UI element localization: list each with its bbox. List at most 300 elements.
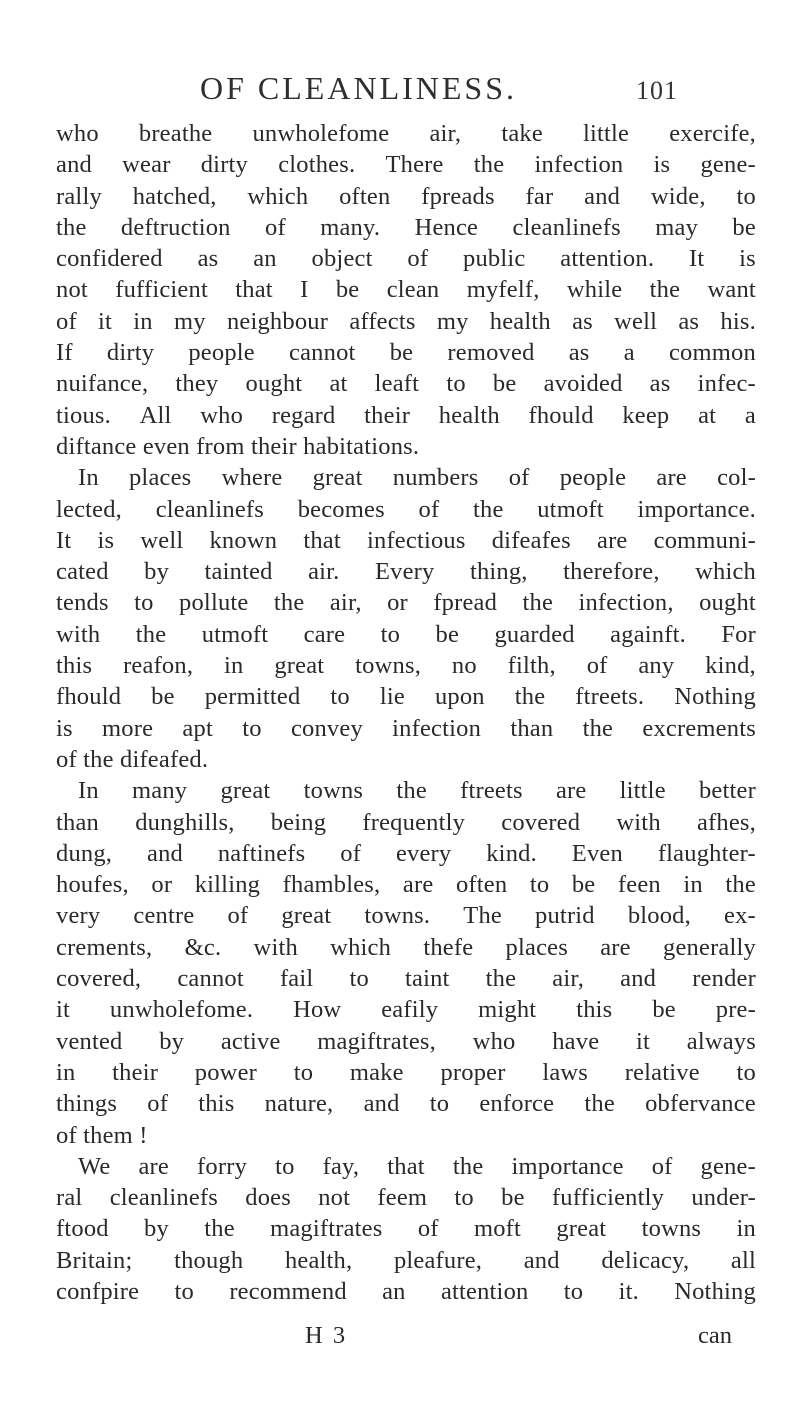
word: to bbox=[446, 370, 466, 398]
word: or bbox=[387, 589, 408, 617]
word: of bbox=[508, 464, 530, 492]
word: dirty bbox=[200, 151, 249, 179]
word: which bbox=[247, 182, 309, 210]
word: with bbox=[56, 620, 101, 648]
word: feem bbox=[377, 1184, 428, 1212]
word: the bbox=[135, 620, 167, 648]
word: as bbox=[678, 307, 700, 335]
word: confpire bbox=[56, 1277, 140, 1305]
word: to bbox=[736, 1058, 756, 1086]
word: to bbox=[563, 1277, 584, 1305]
word: confidered bbox=[56, 245, 163, 273]
word: ftood bbox=[56, 1215, 109, 1243]
word: ftreets. bbox=[575, 683, 645, 711]
word: often bbox=[455, 871, 508, 899]
word: great bbox=[556, 1215, 607, 1243]
word: rally bbox=[56, 182, 102, 210]
word: have bbox=[552, 1027, 600, 1055]
text-line bbox=[56, 1276, 756, 1307]
text-line bbox=[56, 838, 756, 869]
text-line bbox=[56, 619, 756, 650]
word: be bbox=[389, 339, 414, 367]
word: blood, bbox=[627, 902, 691, 930]
word: of bbox=[147, 1090, 169, 1118]
word: to bbox=[429, 1090, 450, 1118]
text-line bbox=[56, 744, 756, 775]
word: crements, bbox=[56, 933, 153, 961]
word: All bbox=[139, 401, 172, 429]
word: to bbox=[174, 1277, 195, 1305]
word: excrements bbox=[642, 714, 756, 742]
text-line bbox=[56, 1088, 756, 1119]
word: cated bbox=[56, 558, 109, 586]
word: the bbox=[522, 589, 554, 617]
word: little bbox=[583, 120, 630, 147]
word: of bbox=[340, 839, 362, 867]
word: health bbox=[489, 307, 551, 335]
word: the bbox=[452, 1152, 484, 1180]
word: infectious bbox=[366, 526, 466, 554]
word: reafon, bbox=[123, 652, 194, 680]
word: places bbox=[128, 464, 192, 492]
word: an bbox=[382, 1277, 406, 1305]
word: to bbox=[275, 1152, 295, 1180]
word: in bbox=[133, 307, 153, 335]
word: wide, bbox=[650, 182, 706, 210]
word: pollute bbox=[179, 589, 249, 617]
word: taint bbox=[405, 965, 450, 993]
word: importance. bbox=[637, 495, 756, 523]
word: gene- bbox=[700, 1152, 756, 1180]
word: many. bbox=[320, 213, 381, 241]
word: dirty bbox=[106, 339, 155, 367]
word: or bbox=[151, 871, 173, 899]
word: be bbox=[492, 370, 517, 398]
word: under- bbox=[691, 1184, 756, 1212]
word: in bbox=[683, 871, 703, 899]
word: the bbox=[396, 777, 427, 805]
word: cannot bbox=[289, 339, 356, 367]
word: the bbox=[582, 714, 614, 742]
word: the bbox=[273, 589, 305, 617]
text-line bbox=[56, 1057, 756, 1088]
word: pleafure, bbox=[393, 1246, 483, 1274]
word: unwholefome. bbox=[109, 996, 254, 1024]
word: are bbox=[402, 871, 434, 899]
word: How bbox=[293, 996, 342, 1024]
word: health, bbox=[284, 1246, 353, 1274]
word: utmoft bbox=[201, 620, 269, 648]
line-text: diftance even from their habitations. bbox=[56, 432, 420, 460]
word: are bbox=[597, 526, 628, 554]
word: dung, bbox=[56, 839, 113, 867]
text-line bbox=[56, 462, 756, 493]
word: little bbox=[619, 777, 666, 805]
word: centre bbox=[133, 902, 195, 930]
word: nuifance, bbox=[56, 370, 149, 398]
word: as bbox=[568, 339, 590, 367]
word: a bbox=[623, 339, 635, 367]
word: of bbox=[418, 495, 440, 523]
word: well bbox=[140, 526, 184, 554]
word: of bbox=[265, 213, 286, 241]
word: in bbox=[224, 652, 244, 680]
word: that bbox=[387, 1152, 425, 1180]
word: all bbox=[730, 1246, 756, 1274]
word: obfervance bbox=[645, 1090, 756, 1118]
word: clothes. bbox=[278, 151, 356, 179]
word: is bbox=[97, 526, 115, 554]
word: and bbox=[620, 965, 657, 993]
word: dunghills, bbox=[135, 808, 235, 836]
word: regard bbox=[271, 401, 336, 429]
word: the bbox=[56, 213, 87, 241]
word: to bbox=[454, 1184, 474, 1212]
word: vented bbox=[56, 1027, 123, 1055]
word: delicacy, bbox=[601, 1246, 690, 1274]
word: towns, bbox=[355, 652, 422, 680]
word: of bbox=[227, 902, 249, 930]
word: flaughter- bbox=[657, 839, 756, 867]
word: by bbox=[144, 1215, 169, 1243]
word: fail bbox=[279, 965, 314, 993]
word: to bbox=[349, 965, 369, 993]
word: eafily bbox=[381, 996, 439, 1024]
word: enforce bbox=[479, 1090, 555, 1118]
word: If bbox=[56, 339, 73, 367]
word: their bbox=[364, 401, 411, 429]
word: fhambles, bbox=[282, 871, 381, 899]
word: his. bbox=[720, 307, 756, 335]
word: at bbox=[698, 401, 717, 429]
text-line bbox=[56, 337, 756, 368]
text-line bbox=[56, 181, 756, 212]
word: of bbox=[56, 307, 77, 335]
word: things bbox=[56, 1090, 118, 1118]
text-line bbox=[56, 1245, 756, 1276]
word: It bbox=[688, 245, 705, 273]
word: laws bbox=[542, 1058, 589, 1086]
word: feen bbox=[617, 871, 661, 899]
word: my bbox=[436, 307, 469, 335]
word: and bbox=[56, 151, 92, 179]
word: this bbox=[576, 996, 613, 1024]
word: care bbox=[303, 620, 346, 648]
text-line bbox=[56, 306, 756, 337]
word: the bbox=[584, 1090, 615, 1118]
word: fufficiently bbox=[551, 1184, 665, 1212]
word: towns. bbox=[364, 902, 431, 930]
word: nature, bbox=[264, 1090, 334, 1118]
word: covered bbox=[501, 808, 581, 836]
word: be bbox=[652, 996, 676, 1024]
word: more bbox=[102, 714, 154, 742]
text-line bbox=[56, 525, 756, 556]
text-line bbox=[56, 118, 756, 149]
word: of bbox=[407, 245, 429, 273]
page-number: 101 bbox=[636, 76, 678, 105]
word: infec- bbox=[697, 370, 756, 398]
word: proper bbox=[440, 1058, 506, 1086]
word: Nothing bbox=[674, 683, 756, 711]
word: houfes, bbox=[56, 871, 129, 899]
text-line bbox=[56, 1151, 756, 1182]
word: health bbox=[438, 401, 500, 429]
word: people bbox=[559, 464, 627, 492]
word: common bbox=[668, 339, 756, 367]
word: be bbox=[571, 871, 596, 899]
word: great bbox=[220, 777, 271, 805]
word: The bbox=[463, 902, 502, 930]
word: it bbox=[98, 307, 113, 335]
word: who bbox=[56, 120, 99, 147]
text-line bbox=[56, 1120, 756, 1151]
word: For bbox=[721, 620, 756, 648]
word: therefore, bbox=[563, 558, 660, 586]
word: communi- bbox=[653, 526, 756, 554]
word: and bbox=[363, 1090, 400, 1118]
word: this bbox=[56, 652, 93, 680]
text-line bbox=[56, 713, 756, 744]
word: difeafes bbox=[491, 526, 571, 554]
word: convey bbox=[290, 714, 363, 742]
word: where bbox=[221, 464, 283, 492]
word: object bbox=[311, 245, 373, 273]
text-line bbox=[56, 681, 756, 712]
word: who bbox=[472, 1027, 516, 1055]
word: recommend bbox=[229, 1277, 347, 1305]
word: air, bbox=[429, 120, 462, 147]
word: of bbox=[586, 652, 608, 680]
word: render bbox=[692, 965, 756, 993]
word: every bbox=[395, 839, 452, 867]
running-header bbox=[0, 70, 801, 110]
word: be bbox=[501, 1184, 525, 1212]
word: numbers bbox=[392, 464, 479, 492]
text-line bbox=[56, 587, 756, 618]
word: ought bbox=[245, 370, 303, 398]
word: does bbox=[245, 1184, 291, 1212]
word: public bbox=[463, 245, 526, 273]
word: keep bbox=[622, 401, 670, 429]
body-text bbox=[56, 118, 756, 1307]
word: an bbox=[253, 245, 277, 273]
word: that bbox=[303, 526, 341, 554]
text-line bbox=[56, 431, 756, 462]
word: the bbox=[514, 683, 546, 711]
word: my bbox=[174, 307, 206, 335]
word: of bbox=[651, 1152, 673, 1180]
word: ex- bbox=[724, 902, 756, 930]
word: wear bbox=[122, 151, 171, 179]
word: gene- bbox=[700, 151, 756, 179]
word: the bbox=[649, 276, 681, 304]
line-text: of them ! bbox=[56, 1121, 148, 1149]
word: tious. bbox=[56, 401, 111, 429]
word: unwholefome bbox=[252, 120, 390, 147]
word: kind, bbox=[705, 652, 756, 680]
word: naftinefs bbox=[217, 839, 306, 867]
word: air, bbox=[552, 965, 585, 993]
word: thefe bbox=[423, 933, 474, 961]
text-line bbox=[56, 1213, 756, 1244]
word: forry bbox=[197, 1152, 248, 1180]
text-line bbox=[56, 1182, 756, 1213]
word: air. bbox=[308, 558, 340, 586]
word: Hence bbox=[414, 213, 479, 241]
word: fhould bbox=[528, 401, 594, 429]
text-line bbox=[56, 994, 756, 1025]
word: myfelf, bbox=[466, 276, 540, 304]
text-line bbox=[56, 274, 756, 305]
word: the bbox=[485, 965, 517, 993]
word: which bbox=[330, 933, 392, 961]
word: to bbox=[242, 714, 262, 742]
word: at bbox=[329, 370, 348, 398]
word: be bbox=[335, 276, 360, 304]
word: In bbox=[78, 464, 99, 492]
word: not bbox=[56, 276, 88, 304]
word: and bbox=[584, 182, 621, 210]
word: be bbox=[435, 620, 460, 648]
word: frequently bbox=[362, 808, 466, 836]
word: fufficient bbox=[115, 276, 208, 304]
word: and bbox=[523, 1246, 560, 1274]
word: Every bbox=[374, 558, 435, 586]
word: hatched, bbox=[132, 182, 217, 210]
word: towns bbox=[303, 777, 364, 805]
word: people bbox=[188, 339, 255, 367]
word: againft. bbox=[610, 620, 686, 648]
word: clean bbox=[386, 276, 440, 304]
text-line bbox=[56, 368, 756, 399]
word: while bbox=[566, 276, 623, 304]
word: and bbox=[147, 839, 183, 867]
word: want bbox=[707, 276, 756, 304]
word: We bbox=[78, 1152, 111, 1180]
text-line bbox=[56, 494, 756, 525]
line-text: of the difeafed. bbox=[56, 745, 209, 773]
word: There bbox=[385, 151, 444, 179]
word: exercife, bbox=[669, 120, 756, 147]
word: are bbox=[600, 933, 631, 961]
word: tends bbox=[56, 589, 109, 617]
word: the bbox=[473, 151, 505, 179]
word: active bbox=[220, 1027, 281, 1055]
word: far bbox=[525, 182, 554, 210]
word: ought bbox=[699, 589, 756, 617]
word: very bbox=[56, 902, 101, 930]
word: avoided bbox=[543, 370, 623, 398]
word: magiftrates, bbox=[317, 1027, 436, 1055]
word: upon bbox=[434, 683, 485, 711]
word: It bbox=[56, 526, 72, 554]
word: removed bbox=[447, 339, 535, 367]
word: might bbox=[478, 996, 537, 1024]
word: the bbox=[473, 495, 504, 523]
word: neighbour bbox=[226, 307, 329, 335]
word: filth, bbox=[507, 652, 556, 680]
word: permitted bbox=[204, 683, 301, 711]
word: this bbox=[198, 1090, 235, 1118]
word: great bbox=[274, 652, 325, 680]
word: be bbox=[732, 213, 756, 241]
word: infection, bbox=[578, 589, 674, 617]
text-line bbox=[56, 963, 756, 994]
word: is bbox=[653, 151, 671, 179]
word: the bbox=[204, 1215, 235, 1243]
word: kind. bbox=[486, 839, 537, 867]
word: by bbox=[159, 1027, 185, 1055]
word: it bbox=[636, 1027, 651, 1055]
word: being bbox=[270, 808, 327, 836]
word: attention bbox=[440, 1277, 529, 1305]
word: to bbox=[529, 871, 550, 899]
word: Nothing bbox=[674, 1277, 756, 1305]
word: air, bbox=[329, 589, 362, 617]
word: be bbox=[151, 683, 175, 711]
text-line bbox=[56, 1026, 756, 1057]
word: may bbox=[655, 213, 699, 241]
word: ral bbox=[56, 1184, 83, 1212]
word: cannot bbox=[177, 965, 244, 993]
word: which bbox=[695, 558, 756, 586]
word: &c. bbox=[184, 933, 222, 961]
text-line bbox=[56, 243, 756, 274]
word: fay, bbox=[322, 1152, 360, 1180]
word: In bbox=[78, 777, 99, 805]
word: tainted bbox=[204, 558, 273, 586]
word: well bbox=[614, 307, 658, 335]
word: great bbox=[312, 464, 363, 492]
word: importance bbox=[511, 1152, 624, 1180]
word: col- bbox=[717, 464, 756, 492]
page-footer bbox=[0, 1322, 801, 1352]
text-line bbox=[56, 900, 756, 931]
word: cleanlinefs bbox=[155, 495, 265, 523]
word: guarded bbox=[494, 620, 575, 648]
word: take bbox=[501, 120, 543, 147]
word: Britain; bbox=[56, 1246, 133, 1274]
signature-mark: H 3 bbox=[305, 1322, 348, 1349]
word: as bbox=[197, 245, 219, 273]
word: lected, bbox=[56, 495, 123, 523]
word: it. bbox=[618, 1277, 639, 1305]
word: moft bbox=[473, 1215, 522, 1243]
catchword: can bbox=[698, 1322, 732, 1349]
word: are bbox=[656, 464, 687, 492]
word: pre- bbox=[715, 996, 756, 1024]
word: to bbox=[293, 1058, 314, 1086]
word: great bbox=[281, 902, 332, 930]
text-line bbox=[56, 149, 756, 180]
text-line bbox=[56, 932, 756, 963]
word: utmoft bbox=[537, 495, 604, 523]
word: fhould bbox=[56, 683, 122, 711]
word: becomes bbox=[297, 495, 385, 523]
word: infection bbox=[392, 714, 482, 742]
word: with bbox=[253, 933, 298, 961]
word: fpreads bbox=[421, 182, 495, 210]
text-line bbox=[56, 869, 756, 900]
word: I bbox=[300, 276, 309, 304]
word: cleanlinefs bbox=[109, 1184, 219, 1212]
word: ftreets bbox=[460, 777, 523, 805]
word: breathe bbox=[138, 120, 213, 147]
word: who bbox=[200, 401, 244, 429]
word: is bbox=[739, 245, 756, 273]
word: afhes, bbox=[696, 808, 756, 836]
